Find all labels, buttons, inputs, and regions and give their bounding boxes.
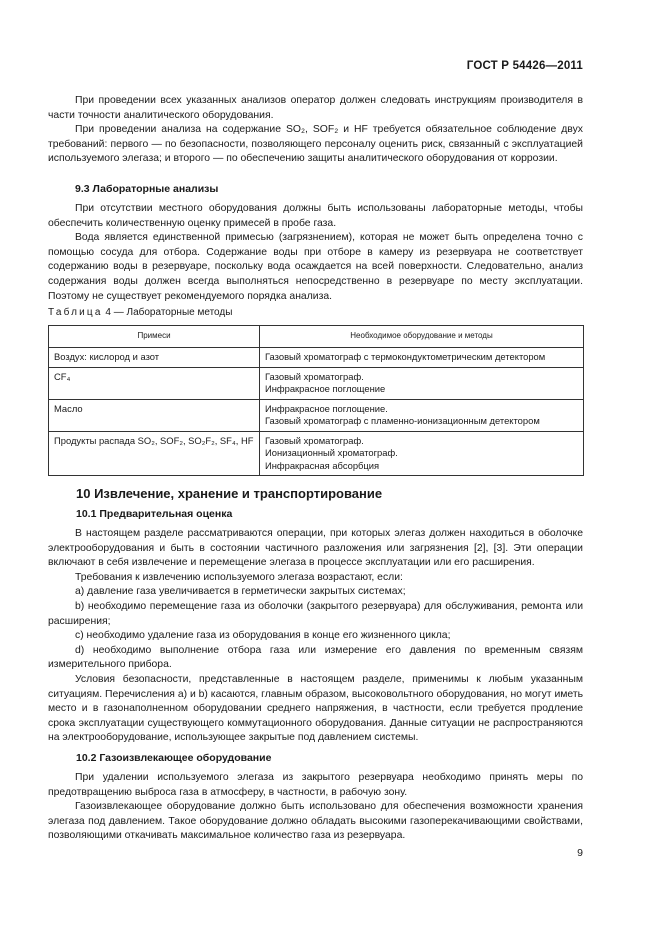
list-item: a) давление газа увеличивается в герметически закрытых системах; [75,586,406,598]
methods-cell: Газовый хроматограф с термокондуктометрическим детектором [260,348,584,368]
list-item: d) необходимо выполнение отбора газа или измерение его давления по временным связям измерительного прибора. [48,644,583,671]
impurity-cell: Воздух: кислород и азот [49,348,260,368]
table-header-row [49,326,584,348]
paragraph: При удалении используемого элегаза из закрытого резервуара необходимо принять меры по предотвращению выброса газа в атмосферу, в частности, в рабочую зону. [48,772,583,798]
list-item: c) необходимо удаление газа из оборудования в конце его жизненного цикла; [75,630,451,642]
list-item: b) необходимо перемещение газа из оболочки (закрытого резервуара) для обслуживания, ремонта или расширения; [48,600,583,627]
table-row [49,348,584,368]
impurity-cell: Продукты распада SO₂, SOF₂, SO₂F₂, SF₄, HF [49,431,260,476]
table-row [49,367,584,399]
impurity-cell: CF₄ [49,367,260,399]
paragraph: В настоящем разделе рассматриваются операции, при которых элегаз должен находиться в оболочке электрооборудования и быть в состоянии частичного разложения или загрязнения [2], [3]. Эти операции включают в себя извлечение и перемещение элегаза в процессе эксплуатации или его расширения. [48,528,583,569]
paragraph: При проведении анализа на содержание SO₂, SOF₂ и HF требуется обязательное соблюдение двух требований: первого — по безопасности, позволяющего персоналу оценить риск, связанный с эксплуатацией используемого элегаза; и второго — по обеспечению защиты аналитического оборудования от коррозии. [48,124,583,165]
methods-cell: Газовый хроматограф. Инфракрасное поглощение [260,367,584,399]
paragraph: Условия безопасности, представленные в настоящем разделе, применимы к любым указанным ситуациям. Перечисления а) и b) касаются, главным образом, высоковольтного оборудования, но могут иметь место и в газонаполненном оборудовании среднего напряжения, в частности, если требуется продление срока эксплуатации существующего коммутационного оборудования. Данные ситуации не распространяются на электрооборудование, использующее закрытые под давлением системы. [48,673,583,744]
section-10-2-body [48,771,583,844]
paragraph: Требования к извлечению используемого элегаза возрастают, если: [75,571,403,583]
paragraph: При отсутствии местного оборудования должны быть использованы лабораторные методы, чтобы обеспечить количественную оценку примесей в пробе газа. [48,203,583,229]
section-heading-9-3: 9.3 Лабораторные анализы [75,183,219,195]
paragraph: При проведении всех указанных анализов оператор должен следовать инструкциям производителя в части точности аналитического оборудования. [48,95,583,121]
header-impurities: Примеси [49,326,260,348]
page-number: 9 [577,847,583,859]
section-heading-10-2: 10.2 Газоизвлекающее оборудование [76,752,272,764]
section-heading-10-1: 10.1 Предварительная оценка [76,508,233,520]
intro-block [48,94,583,167]
impurity-cell: Масло [49,399,260,431]
table-caption-word: Таблица [48,307,103,318]
table-row [49,399,584,431]
standard-number: ГОСТ Р 54426—2011 [466,60,583,72]
paragraph: Вода является единственной примесью (загрязнением), которая не может быть определена точно с помощью сосуда для отбора. Содержание воды при отборе в камеру из резервуара не соответствует содержанию воды в резервуаре, поскольку вода осаждается на всей поверхности. Следовательно, анализ содержания воды должен всегда выполняться непосредственно в резервуаре по месту эксплуатации. Поэтому не существует рекомендуемого порядка анализа. [48,232,583,302]
table-caption-text: 4 — Лабораторные методы [105,307,233,318]
methods-cell: Газовый хроматограф. Ионизационный хроматограф. Инфракрасная абсорбция [260,431,584,476]
table-caption [48,307,232,318]
section-10-1-body [48,527,583,746]
section-heading-10: 10 Извлечение, хранение и транспортирование [76,486,383,501]
paragraph: Газоизвлекающее оборудование должно быть использовано для обеспечения возможности хранения элегаза под давлением. Такое оборудование должно обладать высокими газоперекачивающими свойствами, позволяющими откачивать максимальное количество газа из резервуара. [48,801,583,842]
table-row [49,431,584,476]
methods-cell: Инфракрасное поглощение. Газовый хроматограф с пламенно-ионизационным детектором [260,399,584,431]
lab-methods-table [48,325,584,476]
section-9-3-body [48,202,583,304]
header-methods: Необходимое оборудование и методы [260,326,584,348]
